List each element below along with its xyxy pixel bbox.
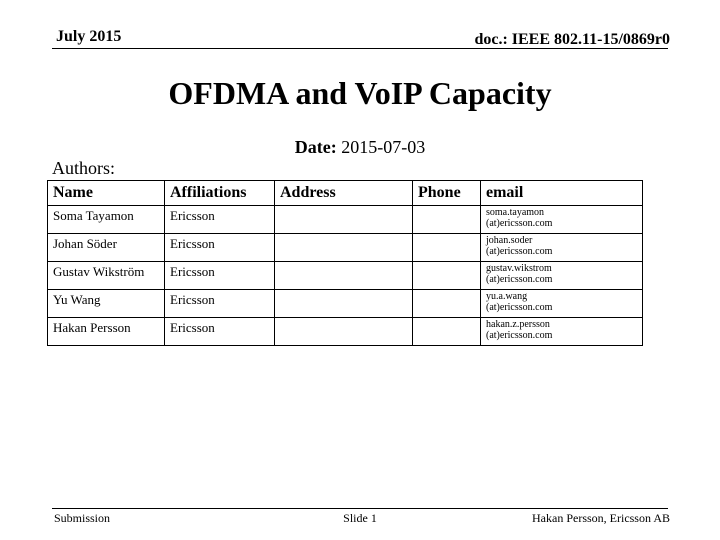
author-name: Gustav Wikström [48, 262, 165, 290]
author-affiliation: Ericsson [165, 290, 275, 318]
author-affiliation: Ericsson [165, 234, 275, 262]
email-domain: (at)ericsson.com [486, 218, 553, 229]
email-user: yu.a.wang [486, 291, 528, 302]
column-header-email: email [481, 181, 643, 206]
author-name: Soma Tayamon [48, 206, 165, 234]
table-row [48, 318, 643, 346]
table-header-row [48, 181, 643, 206]
footer-author: Hakan Persson, Ericsson AB [532, 511, 670, 525]
author-phone [413, 318, 481, 346]
email-domain: (at)ericsson.com [486, 302, 553, 313]
author-address [275, 234, 413, 262]
author-address [275, 262, 413, 290]
column-header-name: Name [48, 181, 165, 206]
table-row [48, 206, 643, 234]
email-domain: (at)ericsson.com [486, 330, 553, 341]
footer-submission: Submission [54, 511, 111, 525]
author-email [481, 318, 643, 346]
author-name: Johan Söder [48, 234, 165, 262]
date-value: 2015-07-03 [341, 137, 426, 157]
email-user: soma.tayamon [486, 207, 545, 218]
authors-label: Authors: [52, 158, 115, 178]
email-user: hakan.z.persson [486, 319, 550, 330]
header-date: July 2015 [56, 28, 122, 45]
author-phone [413, 262, 481, 290]
email-user: gustav.wikstrom [486, 263, 552, 274]
email-user: johan.soder [486, 235, 533, 246]
author-phone [413, 234, 481, 262]
table-row [48, 262, 643, 290]
date-line [0, 137, 720, 158]
author-email [481, 234, 643, 262]
author-address [275, 318, 413, 346]
author-name: Hakan Persson [48, 318, 165, 346]
header-doc-id: doc.: IEEE 802.11-15/0869r0 [474, 31, 670, 48]
footer-divider [52, 508, 668, 509]
email-domain: (at)ericsson.com [486, 274, 553, 285]
author-address [275, 206, 413, 234]
author-affiliation: Ericsson [165, 206, 275, 234]
slide-title: OFDMA and VoIP Capacity [168, 75, 552, 111]
column-header-address: Address [275, 181, 413, 206]
author-email [481, 290, 643, 318]
authors-table [47, 180, 643, 346]
header-divider [52, 48, 668, 49]
author-affiliation: Ericsson [165, 318, 275, 346]
date-label: Date: [294, 137, 337, 157]
author-email [481, 262, 643, 290]
email-domain: (at)ericsson.com [486, 246, 553, 257]
column-header-phone: Phone [413, 181, 481, 206]
author-phone [413, 290, 481, 318]
table-row [48, 290, 643, 318]
table-row [48, 234, 643, 262]
authors-table-body [48, 206, 643, 346]
footer-slide-number: Slide 1 [343, 511, 377, 525]
author-phone [413, 206, 481, 234]
author-affiliation: Ericsson [165, 262, 275, 290]
column-header-affiliations: Affiliations [165, 181, 275, 206]
author-email [481, 206, 643, 234]
author-address [275, 290, 413, 318]
author-name: Yu Wang [48, 290, 165, 318]
